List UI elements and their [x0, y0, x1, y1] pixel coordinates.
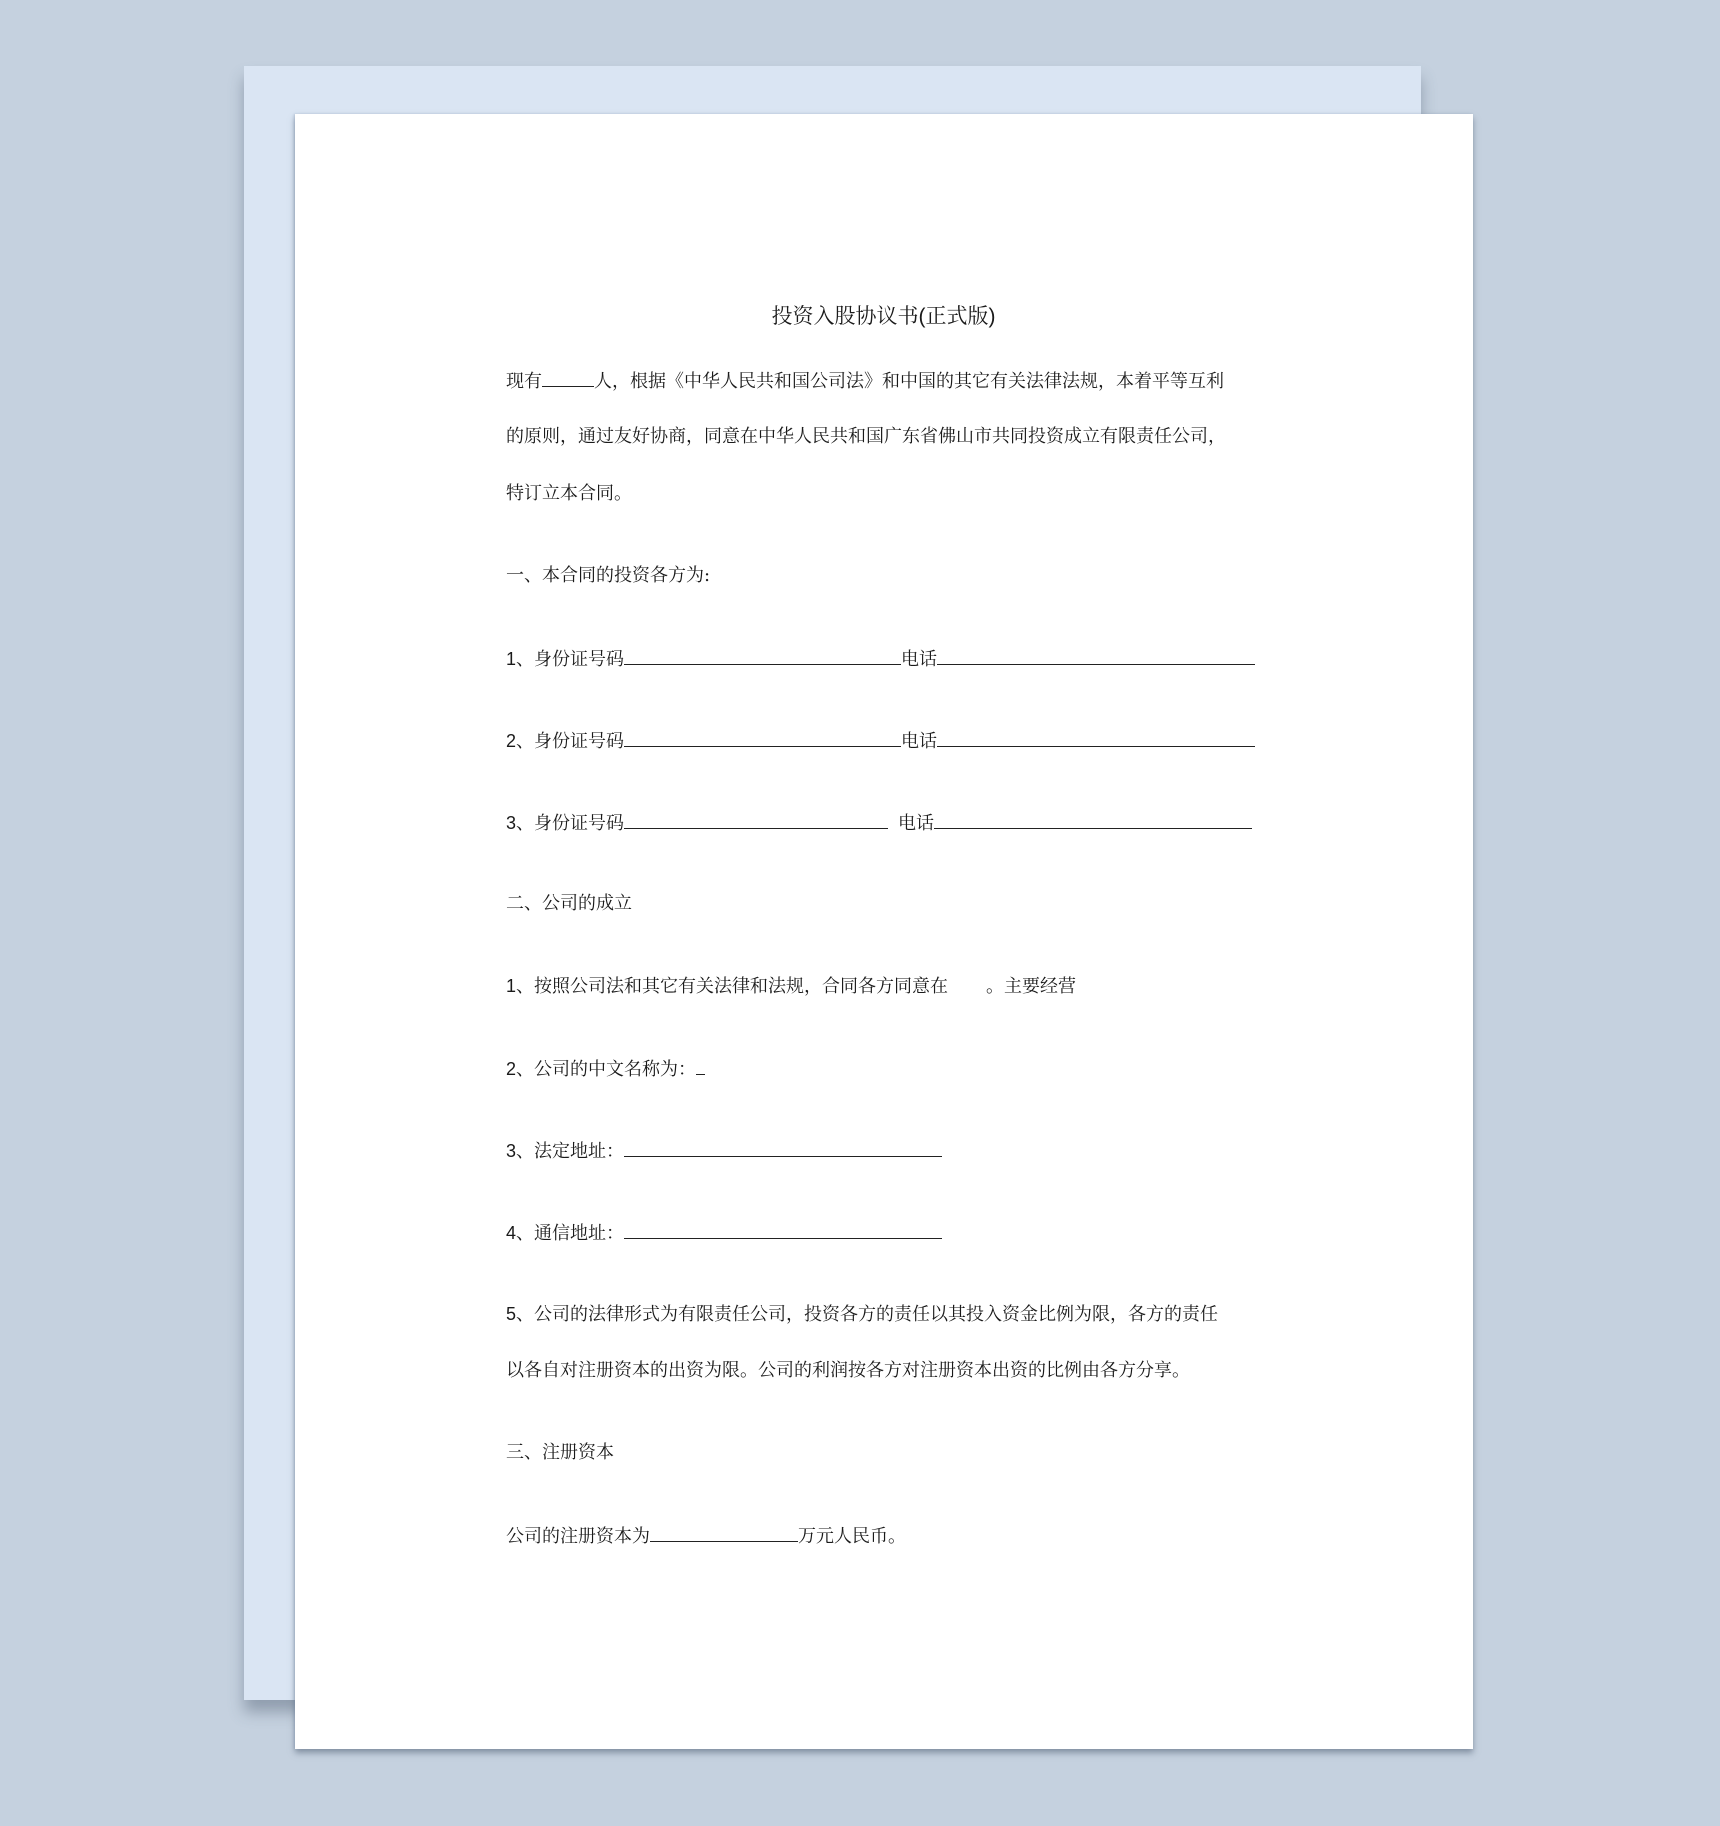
section-2-item-5-line-1: 5、公司的法律形式为有限责任公司，投资各方的责任以其投入资金比例为限，各方的责任: [506, 1304, 1219, 1325]
section-2-heading: 二、公司的成立: [506, 893, 632, 914]
party-row-2: 2、身份证号码 电话: [506, 728, 1255, 754]
mailing-address-field[interactable]: [624, 1220, 942, 1239]
party-3-id-field[interactable]: [624, 810, 888, 829]
section-3-heading: 三、注册资本: [506, 1442, 614, 1463]
party-3-phone-field[interactable]: [934, 810, 1252, 829]
document-title: 投资入股协议书(正式版): [771, 305, 996, 328]
party-row-1: 1、身份证号码 电话: [506, 646, 1255, 672]
registered-capital-field[interactable]: [650, 1523, 798, 1542]
section-2-item-4: 4、通信地址：: [506, 1220, 942, 1246]
intro-line-3: 特订立本合同。: [506, 483, 632, 504]
company-name-field[interactable]: [696, 1056, 705, 1075]
document-page: [295, 114, 1473, 1749]
section-2-item-5-line-2: 以各自对注册资本的出资为限。公司的利润按各方对注册资本出资的比例由各方分享。: [506, 1360, 1190, 1381]
legal-address-field[interactable]: [624, 1138, 942, 1157]
intro-line-2: 的原则，通过友好协商，同意在中华人民共和国广东省佛山市共同投资成立有限责任公司，: [506, 426, 1226, 447]
party-1-id-field[interactable]: [624, 646, 901, 665]
section-2-item-1: 1、按照公司法和其它有关法律和法规，合同各方同意在 。主要经营: [506, 976, 1077, 997]
party-2-id-field[interactable]: [624, 728, 901, 747]
party-row-3: 3、身份证号码 电话: [506, 810, 1252, 836]
intro-line-1: 现有 人，根据《中华人民共和国公司法》和中国的其它有关法律法规，本着平等互利: [506, 368, 1224, 394]
party-1-phone-field[interactable]: [937, 646, 1255, 665]
registered-capital-line: 公司的注册资本为 万元人民币。: [506, 1523, 906, 1549]
section-1-heading: 一、本合同的投资各方为:: [506, 565, 711, 586]
party-2-phone-field[interactable]: [937, 728, 1255, 747]
participant-count-blank[interactable]: [542, 368, 594, 387]
section-2-item-2: 2、公司的中文名称为：: [506, 1056, 705, 1082]
section-2-item-3: 3、法定地址：: [506, 1138, 942, 1164]
